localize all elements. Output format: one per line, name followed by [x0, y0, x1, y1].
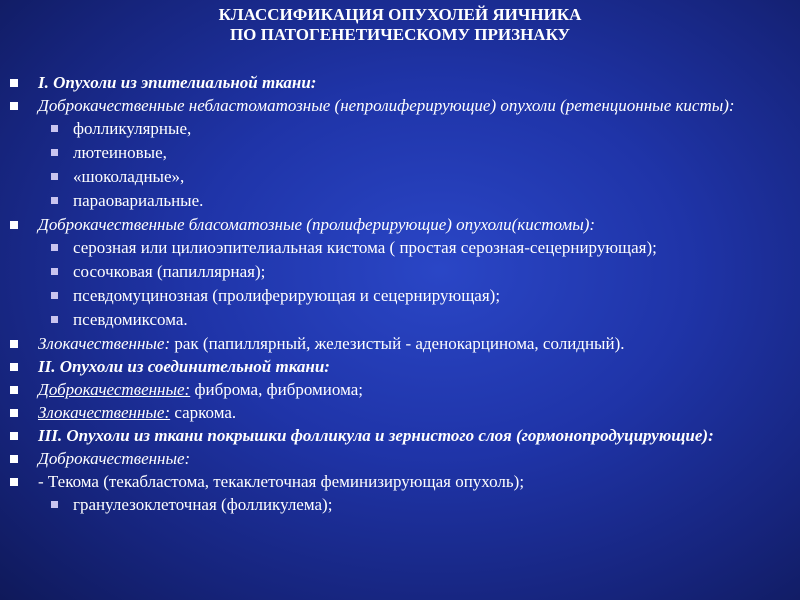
- sub-list-item: [8, 286, 793, 305]
- square-bullet-icon: [51, 268, 58, 275]
- list-item: [8, 380, 793, 399]
- sub-list-item: [8, 191, 793, 210]
- square-bullet-icon: [10, 221, 18, 229]
- sub-list-item: [8, 119, 793, 138]
- item-text: Доброкачественные:: [38, 449, 191, 468]
- square-bullet-icon: [51, 149, 58, 156]
- list-item: [8, 357, 793, 376]
- sub-list-item: [8, 262, 793, 281]
- bullet-list: [8, 73, 793, 519]
- list-item: [8, 449, 793, 468]
- list-item: [8, 73, 793, 92]
- heading-epithelial: I. Опухоли из эпителиальной ткани:: [38, 73, 317, 92]
- item-text: рак (папиллярный, железистый - аденокарцинома, солидный).: [170, 334, 625, 353]
- square-bullet-icon: [10, 340, 18, 348]
- item-text: сосочковая (папиллярная);: [73, 262, 266, 281]
- square-bullet-icon: [10, 102, 18, 110]
- square-bullet-icon: [51, 501, 58, 508]
- square-bullet-icon: [51, 125, 58, 132]
- square-bullet-icon: [10, 455, 18, 463]
- item-text: гранулезоклеточная (фолликулема);: [73, 495, 333, 514]
- item-text: лютеиновые,: [73, 143, 167, 162]
- list-item: [8, 96, 793, 115]
- item-text: псевдомуцинозная (пролиферирующая и сецернирующая);: [73, 286, 501, 305]
- item-text: фиброма, фибромиома;: [190, 380, 363, 399]
- heading-follicle: III. Опухоли из ткани покрышки фолликула и зернистого слоя (гормонопродуцирующие):: [38, 426, 714, 445]
- sub-list-item: [8, 495, 793, 514]
- square-bullet-icon: [10, 409, 18, 417]
- list-item: [8, 334, 793, 353]
- sub-list-item: [8, 238, 793, 257]
- item-text: фолликулярные,: [73, 119, 192, 138]
- sub-list-item: [8, 167, 793, 186]
- square-bullet-icon: [51, 244, 58, 251]
- title-line-1: КЛАССИФИКАЦИЯ ОПУХОЛЕЙ ЯИЧНИКА: [218, 5, 582, 24]
- item-lead: Злокачественные:: [38, 334, 171, 353]
- list-item: [8, 215, 793, 234]
- list-item: [8, 472, 793, 491]
- slide-title: [0, 5, 800, 45]
- square-bullet-icon: [10, 79, 18, 87]
- item-text: - Текома (текабластома, текаклеточная феминизирующая опухоль);: [38, 472, 525, 491]
- item-text: Доброкачественные неблaстоматозные (непролиферирующие) опухоли (ретенционные кисты):: [38, 96, 735, 115]
- item-lead: Доброкачественные:: [38, 380, 191, 399]
- item-text: саркома.: [170, 403, 237, 422]
- item-text: псевдомиксома.: [73, 310, 188, 329]
- square-bullet-icon: [51, 292, 58, 299]
- item-text: Доброкачественные бласоматозные (пролиферирующие) опухоли(кистомы):: [38, 215, 596, 234]
- square-bullet-icon: [51, 197, 58, 204]
- list-item: [8, 426, 793, 445]
- title-line-2: ПО ПАТОГЕНЕТИЧЕСКОМУ ПРИЗНАКУ: [229, 25, 571, 44]
- sub-list-item: [8, 143, 793, 162]
- square-bullet-icon: [10, 432, 18, 440]
- item-lead: Злокачественные:: [38, 403, 171, 422]
- item-text: «шоколадные»,: [73, 167, 185, 186]
- square-bullet-icon: [10, 478, 18, 486]
- item-text: параовариальные.: [73, 191, 204, 210]
- item-text: серозная или цилиоэпителиальная кистома ( простая серозная-сецернирующая);: [73, 238, 657, 257]
- square-bullet-icon: [10, 363, 18, 371]
- square-bullet-icon: [51, 316, 58, 323]
- heading-connective: II. Опухоли из соединительной ткани:: [38, 357, 330, 376]
- list-item: [8, 403, 793, 422]
- sub-list-item: [8, 310, 793, 329]
- square-bullet-icon: [10, 386, 18, 394]
- square-bullet-icon: [51, 173, 58, 180]
